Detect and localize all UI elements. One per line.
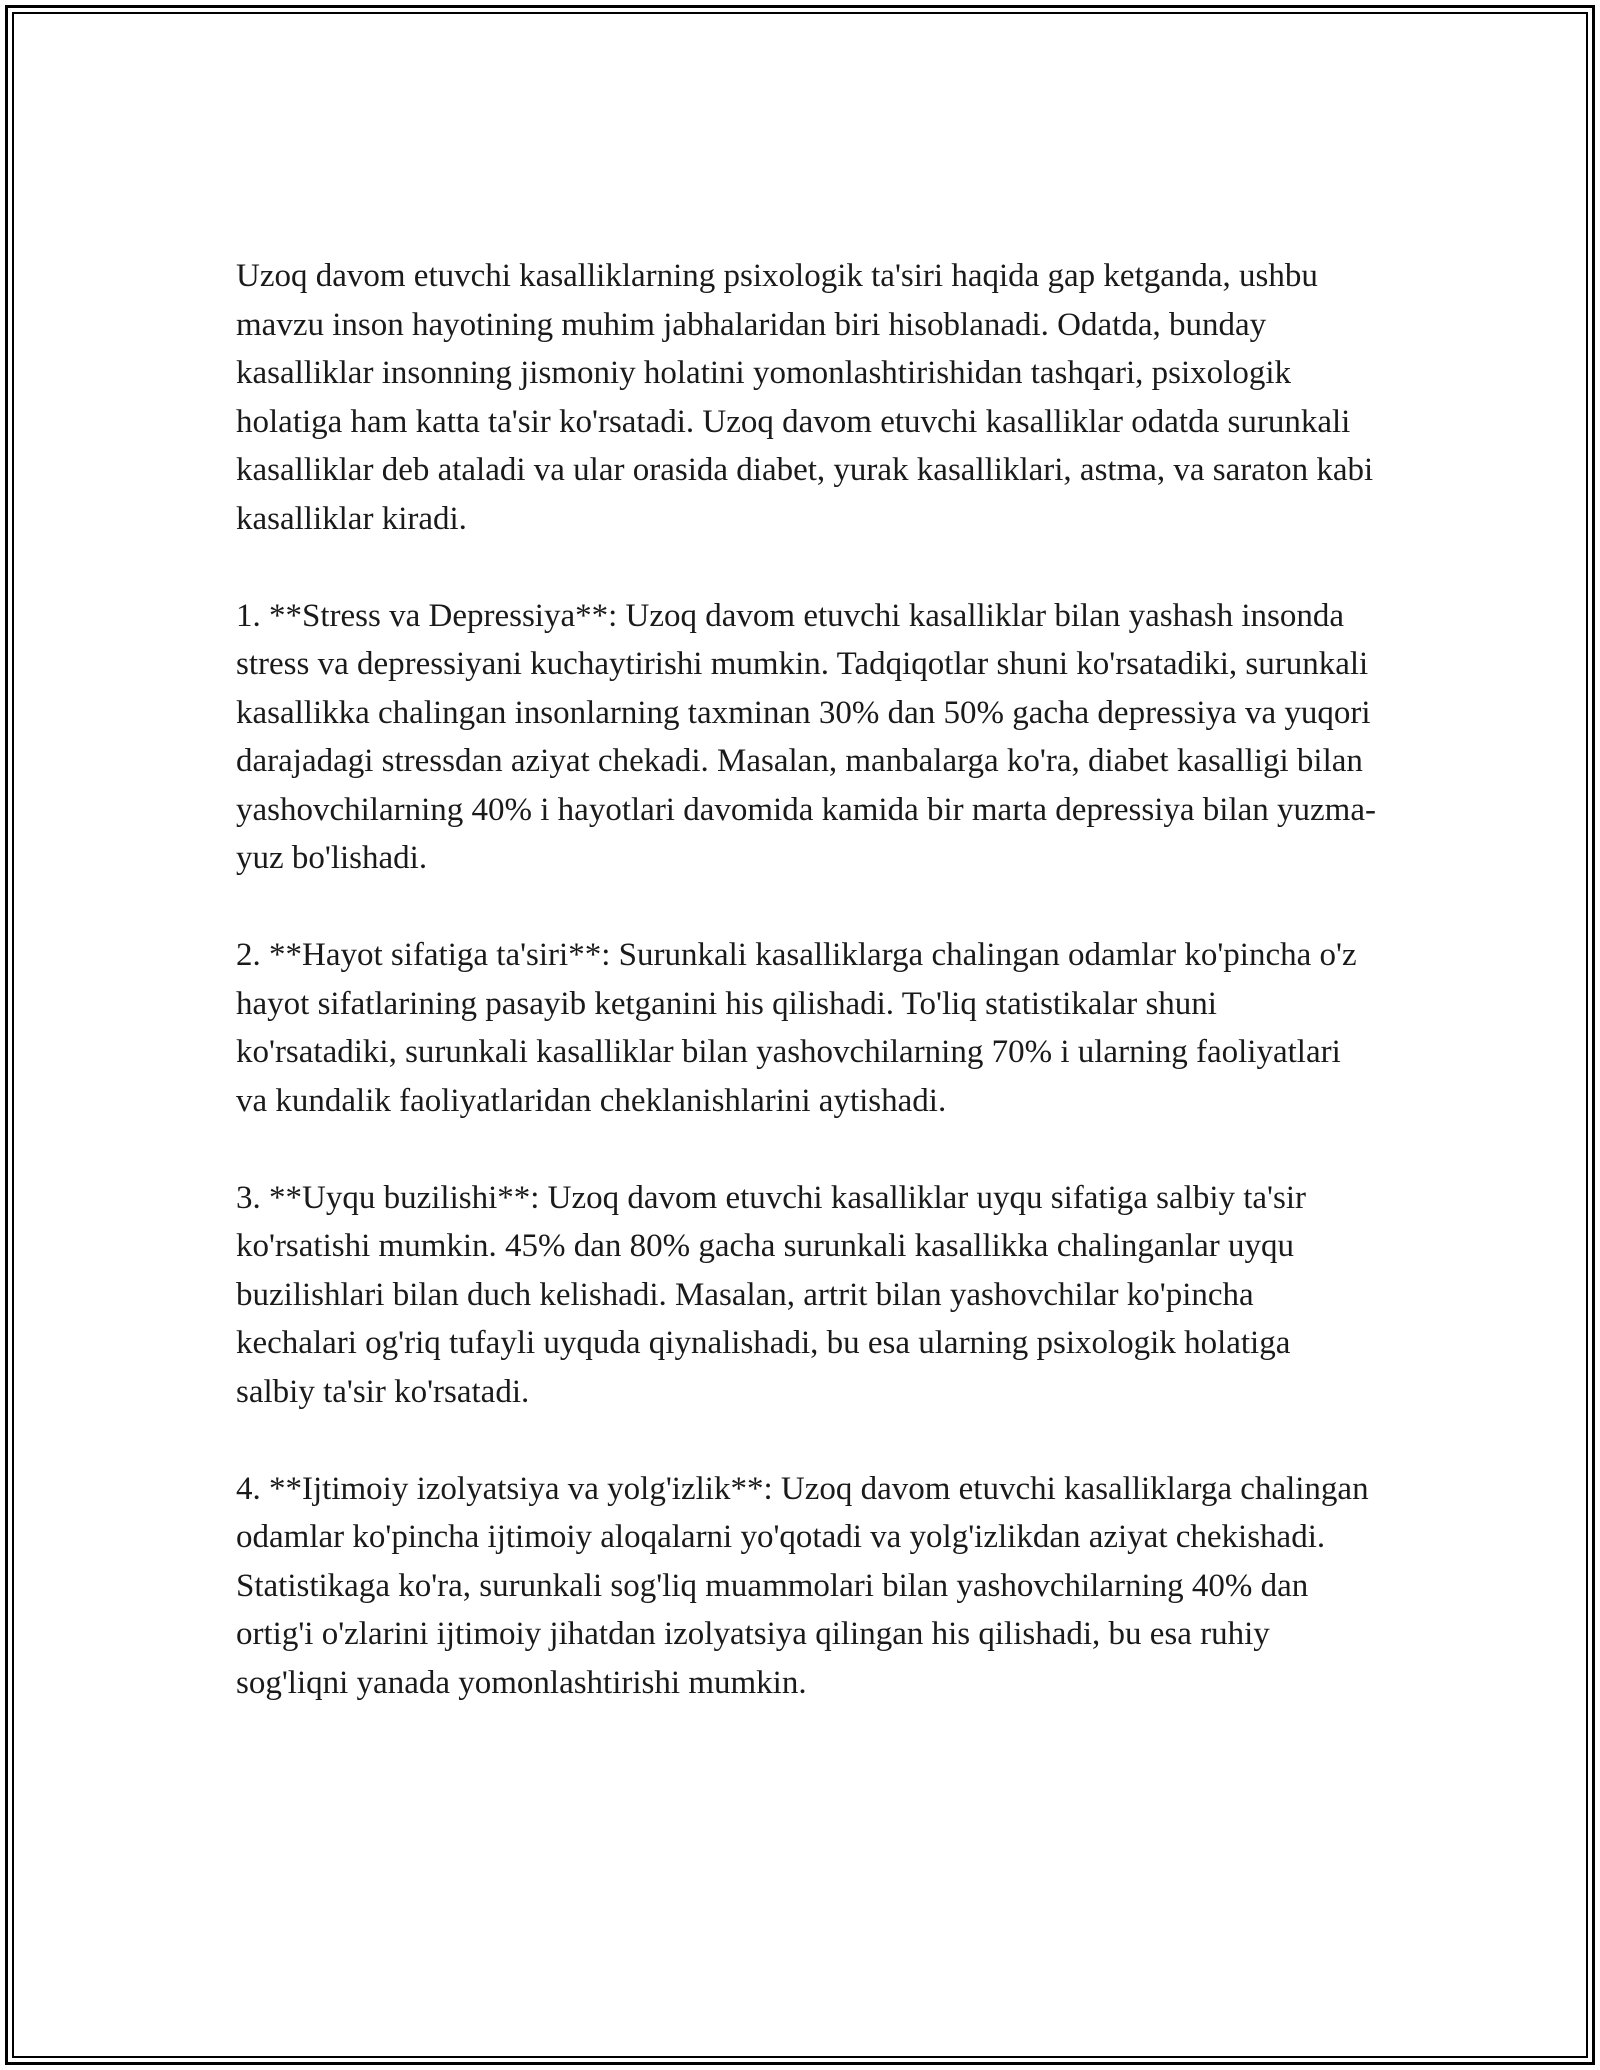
point-quality-of-life: 2. **Hayot sifatiga ta'siri**: Surunkali kasalliklarga chalingan odamlar ko'pincha o'z hayot sifatlarining pasayib ketganini his qilishadi. To'liq statistikalar shuni ko'rsatadiki, surunkali kasalliklar bilan yashovchilarning 70% i ularning faoliyatlari va kundalik faoliyatlaridan cheklanishlarini aytishadi. xyxy=(236,937,1357,1119)
point-stress-depression: 1. **Stress va Depressiya**: Uzoq davom etuvchi kasalliklar bilan yashash insonda stress va depressiyani kuchaytirishi mumkin. Tadqiqotlar shuni ko'rsatadiki, surunkali kasallikka chalingan insonlarning taxminan 30% dan 50% gacha depressiya va yuqori darajadagi stressdan aziyat chekadi. Masalan, manbalarga ko'ra, diabet kasalligi bilan yashovchilarning 40% i hayotlari davomida kamida bir marta depressiya bilan yuzma-yuz bo'lishadi. xyxy=(236,597,1376,876)
intro-paragraph: Uzoq davom etuvchi kasalliklarning psixologik ta'siri haqida gap ketganda, ushbu mavzu inson hayotining muhim jabhalaridan biri hisoblanadi. Odatda, bunday kasalliklar insonning jismoniy holatini yomonlashtirishidan tashqari, psixologik holatiga ham katta ta'sir ko'rsatadi. Uzoq davom etuvchi kasalliklar odatda surunkali kasalliklar deb ataladi va ular orasida diabet, yurak kasalliklari, astma, va saraton kabi kasalliklar kiradi. xyxy=(236,258,1374,537)
document-body xyxy=(236,252,1376,1707)
point-sleep-disorder: 3. **Uyqu buzilishi**: Uzoq davom etuvchi kasalliklar uyqu sifatiga salbiy ta'sir ko'rsatishi mumkin. 45% dan 80% gacha surunkali kasallikka chalinganlar uyqu buzilishlari bilan duch kelishadi. Masalan, artrit bilan yashovchilar ko'pincha kechalari og'riq tufayli uyquda qiynalishadi, bu esa ularning psixologik holatiga salbiy ta'sir ko'rsatadi. xyxy=(236,1179,1307,1410)
point-social-isolation: 4. **Ijtimoiy izolyatsiya va yolg'izlik**: Uzoq davom etuvchi kasalliklarga chalingan odamlar ko'pincha ijtimoiy aloqalarni yo'qotadi va yolg'izlikdan aziyat chekishadi. Statistikaga ko'ra, surunkali sog'liq muammolari bilan yashovchilarning 40% dan ortig'i o'zlarini ijtimoiy jihatdan izolyatsiya qilingan his qilishadi, bu esa ruhiy sog'liqni yanada yomonlashtirishi mumkin. xyxy=(236,1470,1369,1701)
